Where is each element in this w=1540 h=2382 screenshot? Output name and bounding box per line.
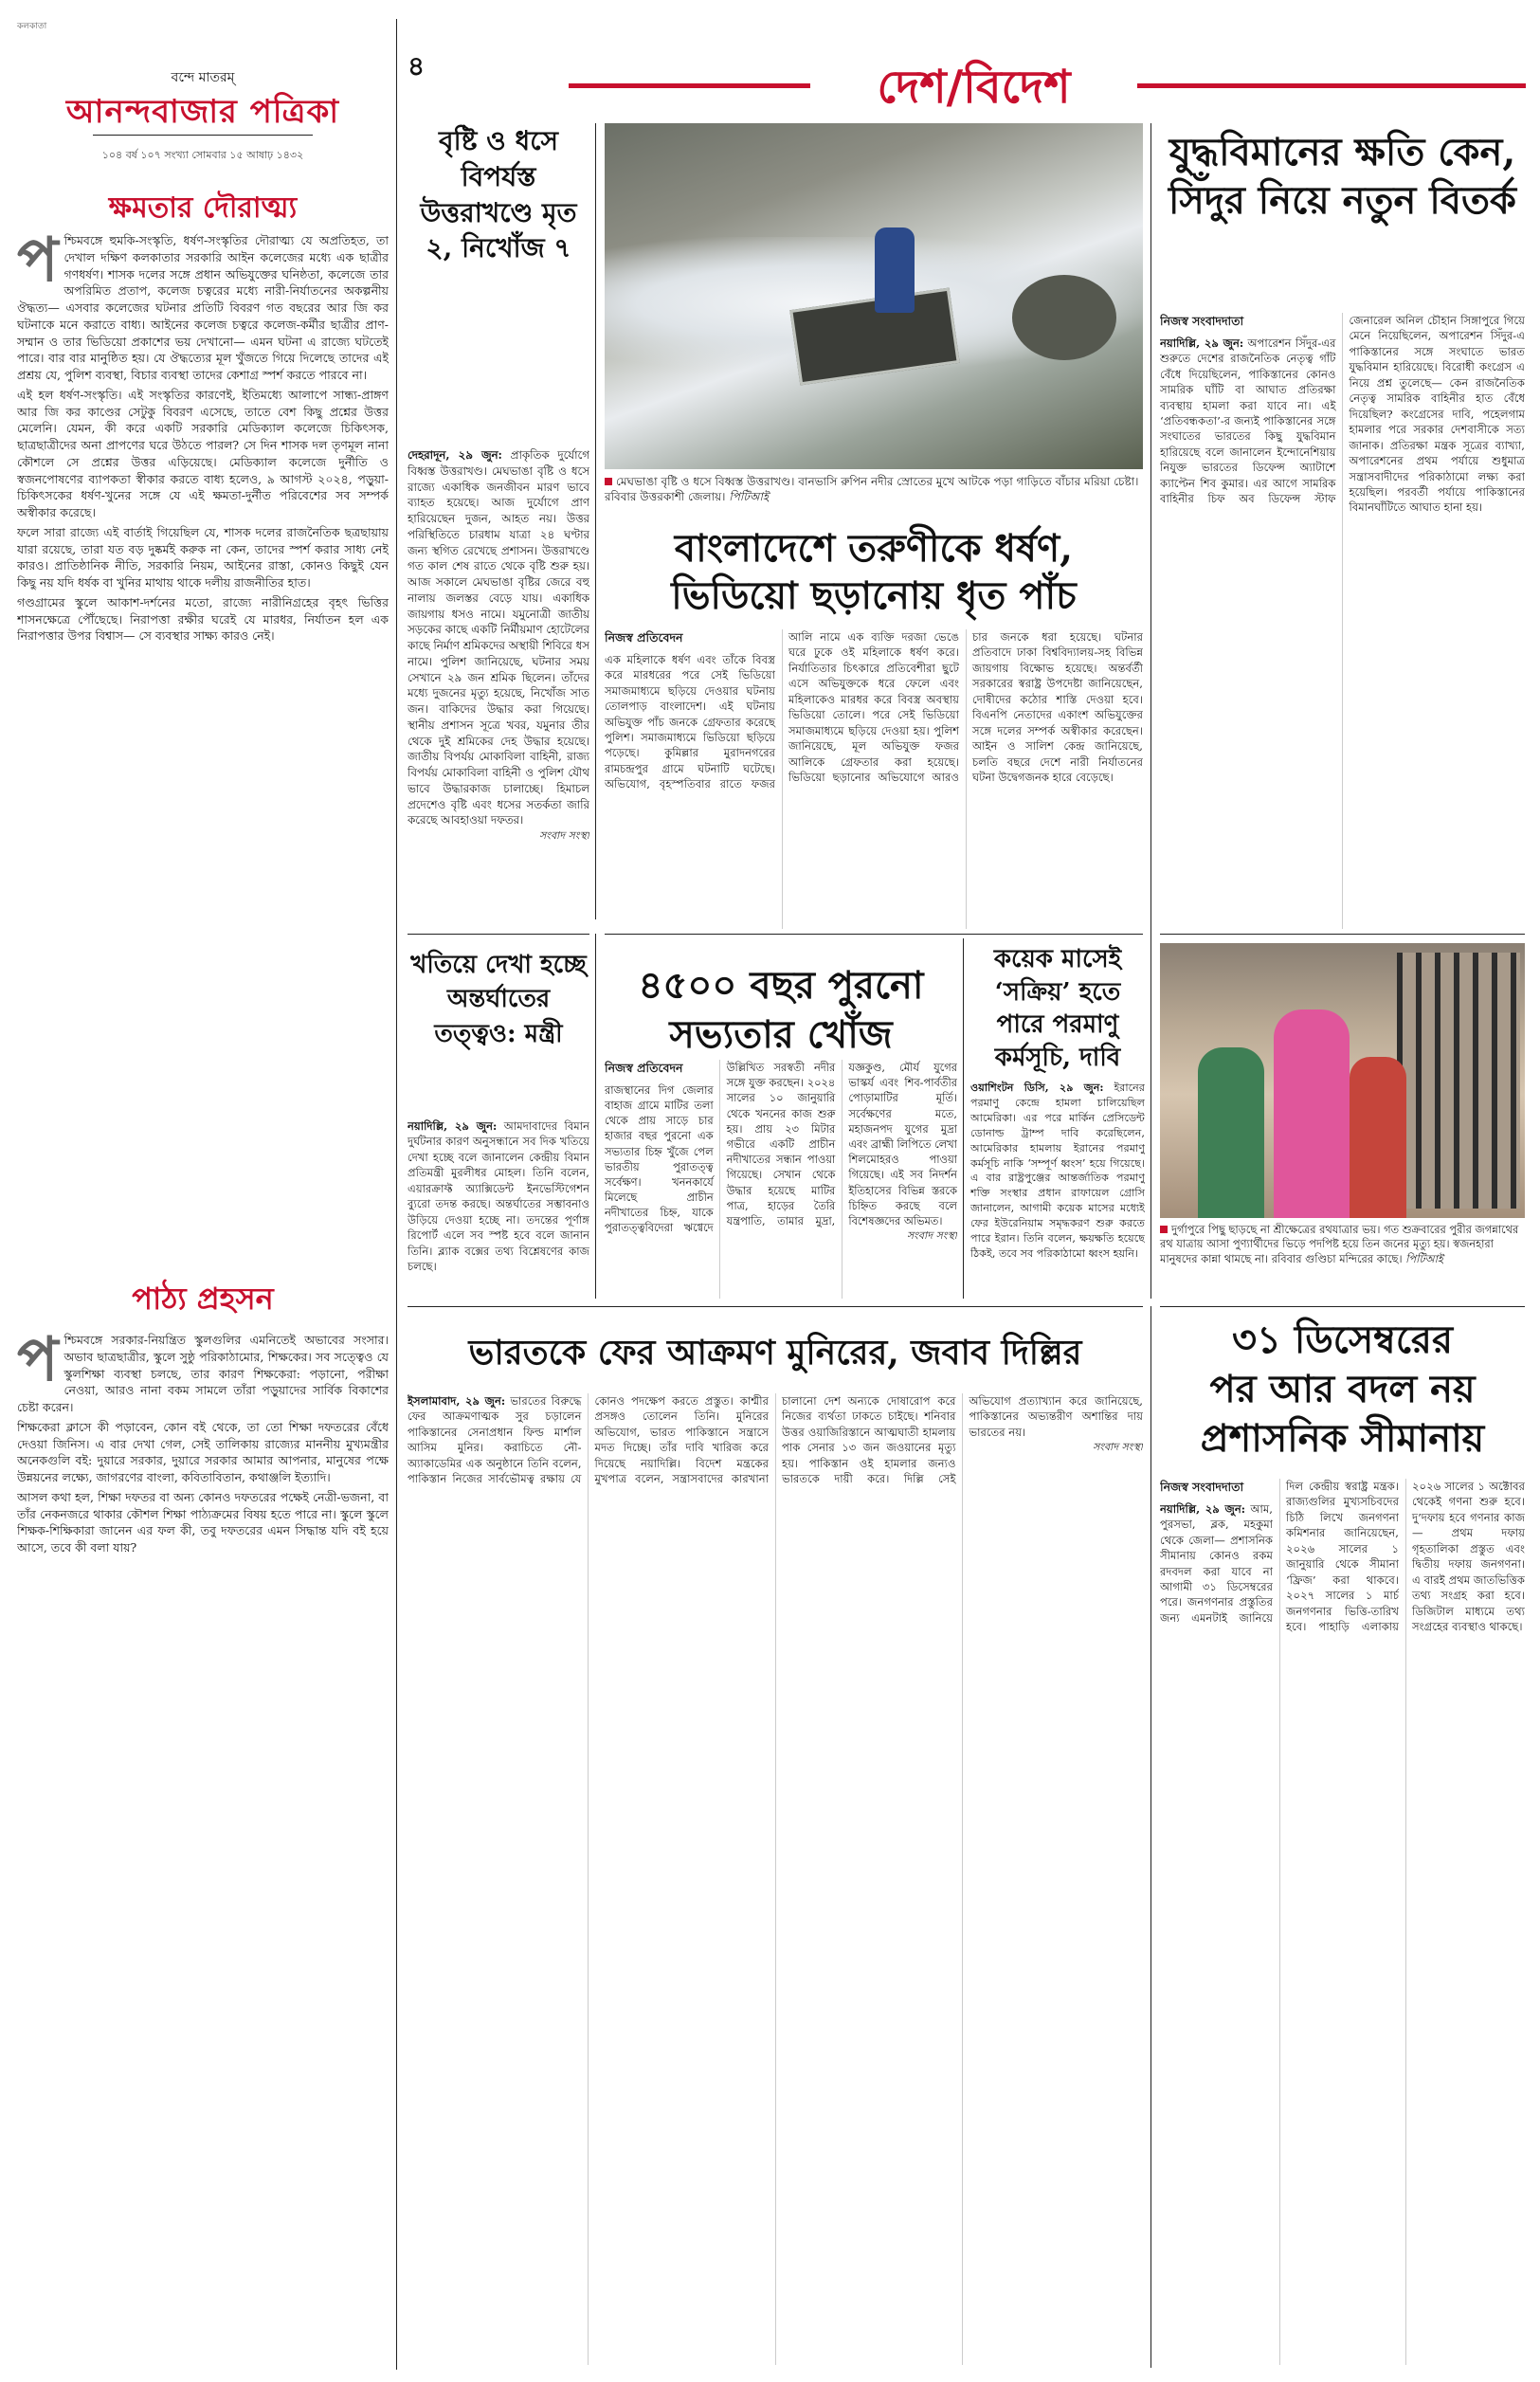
flood-photo bbox=[605, 123, 1143, 469]
minister-headline: খতিয়ে দেখা হচ্ছে অন্তর্ঘাতের তত্ত্বও: মন্ত্রী bbox=[410, 951, 587, 1048]
civilization-text: রাজস্থানের দিগ জেলার বাহাজ গ্রামে মাটির তলা থেকে প্রায় সাড়ে চার হাজার বছর পুরনো এক সভ্যতার চিহ্ন খুঁজে পেল ভারতীয় পুরাতত্ত্ব সর্বেক্ষণ। খননকার্যে মিলেছে প্রাচীন নদীখাতের চিহ্ন, যাকে পুরাতত্ত্ববিদেরা ঋগ্বেদে উল্লিখিত সরস্বতী নদীর সঙ্গে যুক্ত করছেন। ২০২৪ সালের ১০ জানুয়ারি থেকে খননের কাজ শুরু হয়। প্রায় ২৩ মিটার গভীরে একটি প্রাচীন নদীখাতের সন্ধান পাওয়া গিয়েছে। সেখান থেকে উদ্ধার হয়েছে মাটির পাত্র, হাড়ের তৈরি যন্ত্রপাতি, তামার মুদ্রা, যজ্ঞকুণ্ড, মৌর্য যুগের ভাস্কর্য এবং শিব-পার্বতীর পোড়ামাটির মূর্তি। সর্বেক্ষণের মতে, মহাজনপদ যুগের মুদ্রা এবং ব্রাহ্মী লিপিতে লেখা শিলমোহরও পাওয়া গিয়েছে। এই সব নিদর্শন ইতিহাসের বিভিন্ন স্তরকে চিহ্নিত করছে বলে বিশেষজ্ঞদের অভিমত। bbox=[605, 1061, 957, 1235]
editorial-1-paragraph: গণ্ডগ্রামের স্কুলে আকাশ-দর্শনের মতো, রাজ্যে নারীনিগ্রহের বৃহৎ ভিত্তির শাসনক্ষেত্রে পৌঁছেছে। নিরাপত্তা রক্ষীর ঘরেই যে মারধর, নির্যাতন হল এক নিরাপত্তার উপর বিশ্বাস— সে ব্যবস্থার সাক্ষ্য কারও নেই। bbox=[17, 594, 389, 644]
nuclear-headline-4: কর্মসূচি, দাবি bbox=[994, 1043, 1121, 1072]
flood-headline: বৃষ্টি ও ধসে বিপর্যস্ত উত্তরাখণ্ডে মৃত ২, নিখোঁজ ৭ bbox=[420, 125, 577, 264]
left-column bbox=[17, 19, 389, 2370]
minister-text: আমদাবাদের বিমান দুর্ঘটনার কারণ অনুসন্ধানে সব দিক খতিয়ে দেখা হচ্ছে বলে জানালেন কেন্দ্রীয় বিমান প্রতিমন্ত্রী মুরলীধর মোহল। তিনি বলেন, এয়ারক্রাফ্ট অ্যাক্সিডেন্ট ইনভেস্টিগেশন ব্যুরো তদন্ত করছে। অন্তর্ঘাতের সম্ভাবনাও উড়িয়ে দেওয়া হচ্ছে না। তদন্তের পূর্ণাঙ্গ রিপোর্ট এলে সব স্পষ্ট হবে বলে জানান তিনি। ব্ল্যাক বক্সের তথ্য বিশ্লেষণের কাজ চলছে। bbox=[408, 1119, 589, 1274]
nuclear-headline bbox=[970, 943, 1145, 1074]
rock bbox=[1012, 275, 1116, 360]
person-on-vehicle bbox=[875, 227, 915, 313]
temple-caption-text: দুর্গাপুরে পিছু ছাড়ছে না শ্রীক্ষেত্রের রথযাত্রার ভয়। গত শুক্রবারের পুরীর জগন্নাথের রথ যাত্রায় আসা পুণ্যার্থীদের ভিড়ে পদপিষ্ট হয়ে তিন জনের মৃত্যু হয়। স্বজনহারা মানুষদের কান্না থামছে না। রবিবার গুণ্ডিচা মন্দিরের কাছে। bbox=[1160, 1223, 1519, 1265]
bangladesh-body bbox=[605, 629, 1143, 929]
civilization-divider bbox=[963, 938, 964, 1299]
nuclear-text: ইরানের পরমাণু কেন্দ্রে হামলা চালিয়েছিল আমেরিকা। এর পরে মার্কিন প্রেসিডেন্ট ডোনাল্ড ট্রাম্প দাবি করেছিলেন, আমেরিকার হামলায় ইরানের পরমাণু কর্মসূচি নাকি ‘সম্পূর্ণ ধ্বংস’ হয়ে গিয়েছে। এ বার রাষ্ট্রপুঞ্জের আন্তর্জাতিক পরমাণু শক্তি সংস্থার প্রধান রাফায়েল গ্রোসি জানালেন, আগামী কয়েক মাসের মধ্যেই ফের ইউরেনিয়াম সমৃদ্ধকরণ শুরু করতে পারে ইরান। তিনি বলেন, ক্ষয়ক্ষতি হয়েছে ঠিকই, তবে সব পরিকাঠামো ধ্বংস হয়নি। bbox=[970, 1082, 1145, 1260]
masthead-motto: বন্দে মাতরম্ bbox=[171, 70, 235, 85]
editorial-1-dropcap: প bbox=[17, 232, 59, 296]
editorial-1-title: ক্ষমতার দৌরাত্ম্য bbox=[108, 191, 298, 225]
masthead-issue: ১০৪ বর্ষ ১০৭ সংখ্যা সোমবার ১৫ আষাঢ় ১৪৩২ bbox=[101, 149, 304, 161]
caption-marker-icon bbox=[605, 478, 612, 485]
census-body bbox=[1160, 1479, 1525, 2365]
nuclear-headline-3: পারে পরমাণু bbox=[996, 1010, 1119, 1040]
fighter-body bbox=[1160, 313, 1525, 929]
editorial-2-body bbox=[17, 1332, 389, 2365]
caption-marker-icon bbox=[1160, 1226, 1168, 1233]
editorial-1-paragraph: এই হল ধর্ষণ-সংস্কৃতি। এই সংস্কৃতির কারণেই, ইতিমধ্যে আলাপে সান্ধ্য-প্রাঙ্গণ আর জি কর কাণ্ডের সেটুকু বিবরণ এসেছে, তাতে বেশ কিছু প্রশ্নের উত্তর মেলেনি। যেমন, কী করে একটি সরকারি মেডিক্যাল কলেজে চিকিৎসক, ছাত্রছাত্রীদের অনা প্রাপণের ঘরে উঠতে পারল? সে দিন শাসক দল তৃণমূল নানা কৌশলে সে প্রশ্নের উত্তর এড়িয়েছে। মেডিক্যাল কলেজে দুর্নীতি ও স্বজনপোষণের ব্যাপকতা স্বীকার করতে বাধ্য হলেও, ৯ আগস্ট ২০২৪, পড়ুয়া-চিকিৎসকের ধর্ষণ-খুনের সঙ্গে যে এই ক্ষমতা-দুর্নীত পরিবেশের সব সম্পর্ক অস্বীকার করেছে। bbox=[17, 387, 389, 519]
census-dateline: নয়াদিল্লি, ২৯ জুন: bbox=[1160, 1501, 1246, 1516]
bangladesh-headline-1: বাংলাদেশে তরুণীকে ধর্ষণ, bbox=[674, 526, 1074, 571]
census-text: আম, পুরসভা, ব্লক, মহকুমা থেকে জেলা— প্রশাসনিক সীমানায় কোনও রকম রদবদল করা যাবে না আগামী ৩১ ডিসেম্বরের পরে। জনগণনার প্রস্তুতির জন্য এমনটাই জানিয়ে দিল কেন্দ্রীয় স্বরাষ্ট্র মন্ত্রক। রাজ্যগুলির মুখ্যসচিবদের চিঠি লিখে জনগণনা কমিশনার জানিয়েছেন, ২০২৬ সালের ১ জানুয়ারি থেকে সীমানা ‘ফ্রিজ’ করা থাকবে। ২০২৭ সালের ১ মার্চ জনগণনার ভিত্তি-তারিখ হবে। পাহাড়ি এলাকায় ২০২৬ সালের ১ অক্টোবর থেকেই গণনা শুরু হবে। দু’দফায় হবে গণনার কাজ— প্রথম দফায় গৃহতালিকা প্রস্তুত এবং দ্বিতীয় দফায় জনগণনা। এ বারই প্রথম জাতভিত্তিক তথ্য সংগ্রহ করা হবে। ডিজিটাল মাধ্যমে তথ্য সংগ্রহের ব্যবস্থাও থাকছে। bbox=[1160, 1480, 1525, 1634]
civilization-headline-2: সভ্যতার খোঁজ bbox=[669, 1012, 893, 1057]
bangladesh-byline: নিজস্ব প্রতিবেদন bbox=[605, 630, 683, 645]
flood-caption-credit: পিটিআই bbox=[729, 490, 770, 504]
editorial-2-paragraph: আসল কথা হল, শিক্ষা দফতর বা অন্য কোনও দফতরের পক্ষেই নেত্রী-ভজনা, বা তাঁর নেকনজরে থাকার কৌশল শিক্ষা পাঠ্যক্রমের বিষয় হতে পারে না। স্কুলে স্কুলে শিক্ষক-শিক্ষিকারা জানেন এর ফল কী, তবু দফতরের এমন সিদ্ধান্ত যদি বই হয়ে আসে, তবে কী বলা যায়? bbox=[17, 1489, 389, 1555]
munir-text: ভারতের বিরুদ্ধে ফের আক্রমণাত্মক সুর চড়ালেন পাকিস্তানের সেনাপ্রধান ফিল্ড মার্শাল আসিম মুনির। করাচিতে নৌ-অ্যাকাডেমির এক অনুষ্ঠানে তিনি বলেন, পাকিস্তান নিজের সার্বভৌমত্ব রক্ষায় যে কোনও পদক্ষেপ করতে প্রস্তুত। কাশ্মীর প্রসঙ্গও তোলেন তিনি। মুনিরের অভিযোগ, ভারত পাকিস্তানে সন্ত্রাসে মদত দিচ্ছে। তাঁর দাবি খারিজ করে দিয়েছে নয়াদিল্লি। বিদেশ মন্ত্রকের মুখপাত্র বলেন, সন্ত্রাসবাদের কারখানা চালানো দেশ অন্যকে দোষারোপ করে নিজের ব্যর্থতা ঢাকতে চাইছে। শনিবার উত্তর ওয়াজিরিস্তানে আত্মঘাতী হামলায় পাক সেনার ১৩ জন জওয়ানের মৃত্যু হয়। পাকিস্তান ওই হামলার জন্যও ভারতকে দায়ী করে। দিল্লি সেই অভিযোগ প্রত্যাখ্যান করে জানিয়েছে, পাকিস্তানের অভ্যন্তরীণ অশান্তির দায় ভারতের নয়। bbox=[408, 1394, 1143, 1486]
munir-headline: ভারতকে ফের আক্রমণ মুনিরের, জবাব দিল্লির bbox=[468, 1333, 1082, 1373]
temple-photo-caption bbox=[1160, 1223, 1525, 1266]
fighter-dateline: নয়াদিল্লি, ২৯ জুন: bbox=[1160, 336, 1244, 350]
masthead-name: আনন্দবাজার পত্রিকা bbox=[65, 93, 340, 131]
fighter-headline: যুদ্ধবিমানের ক্ষতি কেন, সিঁদুর নিয়ে নতুন বিতর্ক bbox=[1168, 130, 1517, 224]
flood-caption-text: মেঘভাঙা বৃষ্টি ও ধসে বিধ্বস্ত উত্তরাখণ্ড। বানভাসি রুপিন নদীর স্রোতের মুখে আটকে পড়া গাড়িতে বাঁচার মরিয়া চেষ্টা। রবিবার উত্তরকাশী জেলায়। bbox=[605, 475, 1139, 504]
left-column-divider bbox=[396, 19, 397, 2370]
census-headline-1: ৩১ ডিসেম্বরের bbox=[1232, 1318, 1453, 1362]
editorial-2-title: পাঠ্য প্রহসন bbox=[132, 1281, 274, 1317]
nuclear-dateline: ওয়াশিংটন ডিসি, ২৯ জুন: bbox=[970, 1081, 1104, 1094]
minister-top-rule bbox=[408, 934, 589, 935]
page-small-mark: কলকাতা bbox=[17, 22, 47, 31]
masthead-divider bbox=[93, 135, 313, 136]
civilization-top-rule bbox=[605, 934, 1143, 935]
temple-photo bbox=[1160, 943, 1525, 1218]
right-column-divider bbox=[1150, 123, 1151, 1299]
minister-divider bbox=[595, 934, 596, 1299]
mourner-pink bbox=[1274, 1009, 1350, 1218]
bottom-right-divider bbox=[1150, 1306, 1151, 2368]
temple-top-rule bbox=[1160, 934, 1525, 935]
census-top-rule bbox=[1160, 1306, 1525, 1307]
section-title: দেশ/বিদেশ bbox=[810, 59, 1137, 116]
flood-dateline: দেহরাদূন, ২৯ জুন: bbox=[408, 448, 502, 462]
fighter-text: অপারেশন সিঁদুর-এর শুরুতে দেশের রাজনৈতিক নেতৃত্ব গাঁট বেঁধে দিয়েছিলেন, পাকিস্তানের কোনও সামরিক ঘাঁটি বা আঘাত প্রতিরক্ষা ব্যবস্থায় হামলা করা যাবে না। এই ‘প্রতিবন্ধকতা’-র জন্যই পাকিস্তানের সঙ্গে সংঘাতের ভারতের কিছু যুদ্ধবিমান হারিয়েছে বলে জানালেন ইন্দোনেশিয়ায় নিযুক্ত ভারতের ডিফেন্স অ্যাটাশে ক্যাপ্টেন শিব কুমার। এর আগে সামরিক বাহিনীর চিফ অব ডিফেন্স স্টাফ জেনারেল অনিল চৌহান সিঙ্গাপুরে গিয়ে মেনে নিয়েছিলেন, অপারেশন সিঁদুর-এ পাকিস্তানের সঙ্গে সংঘাতে ভারত যুদ্ধবিমান হারিয়েছে। বিরোধী কংগ্রেস এ নিয়ে প্রশ্ন তুলেছে— কেন রাজনৈতিক নেতৃত্ব সামরিক বাহিনীর হাত বেঁধে দিয়েছিল? কংগ্রেসের দাবি, পহেলগাম হামলার পরে সরকার দেশবাসীকে সত্য জানাক। প্রতিরক্ষা মন্ত্রক সূত্রের ব্যাখ্যা, অপারেশনের প্রথম পর্যায়ে শুধুমাত্র সন্ত্রাসবাদীদের পরিকাঠামো লক্ষ্য করা হয়েছিল। পরবর্তী পর্যায়ে পাকিস্তানের বিমানঘাঁটিতে আঘাত হানা হয়। bbox=[1160, 314, 1525, 515]
mourner-green bbox=[1198, 1047, 1264, 1218]
minister-dateline: নয়াদিল্লি, ২৯ জুন: bbox=[408, 1119, 498, 1133]
fighter-byline: নিজস্ব সংবাদদাতা bbox=[1160, 314, 1244, 328]
munir-agency: সংবাদ সংস্থা bbox=[1092, 1441, 1143, 1454]
flood-photo-caption bbox=[605, 474, 1143, 504]
flood-text: প্রাকৃতিক দুর্যোগে বিধ্বস্ত উত্তরাখণ্ড। মেঘভাঙা বৃষ্টি ও ধসে রাজ্যে একাধিক জনজীবন মারণ ভাবে ব্যাহত হয়েছে। আজ দুর্যোগে প্রাণ হারিয়েছেন দুজন, আহত নয়। উত্তর পরিস্থিতিতে চারধাম যাত্রা ২৪ ঘণ্টার জন্য স্থগিত রেখেছে প্রশাসন। উত্তরাখণ্ডে গত কাল শেষ রাতে থেকে বৃষ্টি শুরু হয়। আজ সকালে মেঘভাঙা বৃষ্টির জেরে বহু নালায় জলস্তর বেড়ে যায়। একাধিক জায়গায় ধসও নামে। যমুনোত্রী জাতীয় সড়কের কাছে একটি নির্মীয়মাণ হোটেলের কাছে নির্মাণ শ্রমিকদের অস্থায়ী শিবিরে ধস নামে। পুলিশ জানিয়েছে, ঘটনার সময় সেখানে ২৯ জন শ্রমিক ছিলেন। তাঁদের মধ্যে দুজনের মৃত্যু হয়েছে, নিখোঁজ সাত জন। বাকিদের উদ্ধার করা গিয়েছে। স্থানীয় প্রশাসন সূত্রে খবর, যমুনার তীর থেকে দুই শ্রমিকের দেহ উদ্ধার হয়েছে। জাতীয় বিপর্যয় মোকাবিলা বাহিনী, রাজ্য বিপর্যয় মোকাবিলা বাহিনী ও পুলিশ যৌথ ভাবে উদ্ধারকাজ চালাচ্ছে। হিমাচল প্রদেশেও বৃষ্টি এবং ধসের সতর্কতা জারি করেছে আবহাওয়া দফতর। bbox=[408, 448, 589, 827]
census-headline-3: প্রশাসনিক সীমানায় bbox=[1200, 1416, 1485, 1461]
flood-divider bbox=[595, 123, 596, 919]
census-byline: নিজস্ব সংবাদদাতা bbox=[1160, 1480, 1244, 1494]
page-number: ৪ bbox=[408, 50, 426, 82]
bangladesh-text: এক মহিলাকে ধর্ষণ এবং তাঁকে বিবস্ত্র করে মারধরের পরে সেই ভিডিয়ো সমাজমাধ্যমে ছড়িয়ে দেওয়ার ঘটনায় তোলপাড় বাংলাদেশ। এই ঘটনায় অভিযুক্ত পাঁচ জনকে গ্রেফতার করেছে পুলিশ। সমাজমাধ্যমে ভিডিয়ো ছড়িয়ে পড়েছে। কুমিল্লার মুরাদনগরের রামচন্দ্রপুর গ্রামে ঘটনাটি ঘটেছে। অভিযোগ, বৃহস্পতিবার রাতে ফজর আলি নামে এক ব্যক্তি দরজা ভেঙে ঘরে ঢুকে ওই মহিলাকে ধর্ষণ করে। নির্যাতিতার চিৎকারে প্রতিবেশীরা ছুটে এসে অভিযুক্তকে ধরে ফেলে এবং মহিলাকেও মারধর করে বিবস্ত্র অবস্থায় ভিডিয়ো তোলে। পরে সেই ভিডিয়ো সমাজমাধ্যমে ছড়িয়ে দেওয়া হয়। পুলিশ জানিয়েছে, মূল অভিযুক্ত ফজর আলিকে গ্রেফতার করা হয়েছে। ভিডিয়ো ছড়ানোর অভিযোগে আরও চার জনকে ধরা হয়েছে। ঘটনার প্রতিবাদে ঢাকা বিশ্ববিদ্যালয়-সহ বিভিন্ন জায়গায় বিক্ষোভ হয়েছে। অন্তর্বর্তী সরকারের স্বরাষ্ট্র উপদেষ্টা জানিয়েছেন, দোষীদের কঠোর শাস্তি দেওয়া হবে। বিএনপি নেতাদের একাংশ অভিযুক্তের সঙ্গে দলের সম্পর্ক অস্বীকার করেছেন। আইন ও সালিশ কেন্দ্র জানিয়েছে, চলতি বছরে দেশে নারী নির্যাতনের ঘটনা উদ্বেগজনক হারে বেড়েছে। bbox=[605, 630, 1143, 791]
flood-body bbox=[408, 447, 589, 919]
mourner-red bbox=[1350, 1057, 1406, 1218]
civilization-byline: নিজস্ব প্রতিবেদন bbox=[605, 1061, 683, 1075]
bangladesh-headline-2: ভিডিয়ো ছড়ানোয় ধৃত পাঁচ bbox=[671, 573, 1077, 618]
editorial-1-paragraph: ফলে সারা রাজ্যে এই বার্তাই গিয়েছিল যে, শাসক দলের রাজনৈতিক ছত্রছায়ায় যারা রয়েছে, তারা যত বড় দুষ্কর্মই করুক না কেন, তাদের স্পর্শ করার সাধ্য নেই কারও। প্রাতিষ্ঠানিক নীতি, সরকারি নিয়ম, আইনের রাস্তা, কোনও কিছুই যেন কিছু নয় যদি ধর্ষক বা খুনির মাথায় থাকে দলীয় রাজনীতির হাত। bbox=[17, 524, 389, 590]
editorial-2-paragraph: শিক্ষকেরা ক্লাসে কী পড়াবেন, কোন বই থেকে, তা তো শিক্ষা দফতরের বেঁধে দেওয়া জিনিস। এ বার দেখা গেল, সেই তালিকায় রাজ্যের মাননীয় মুখ্যমন্ত্রীর অনেকগুলি বই: দুয়ারে সরকার, দুয়ারে সরকার আমার আপনার, মানুষের পক্ষে উন্নয়নের লক্ষ্যে, জাগরণের বাংলা, কবিতাবিতান, কথাঞ্জলি ইত্যাদি। bbox=[17, 1419, 389, 1484]
munir-body bbox=[408, 1393, 1143, 2365]
munir-top-rule bbox=[408, 1306, 1143, 1307]
minister-body bbox=[408, 1118, 589, 1299]
temple-gate bbox=[1397, 953, 1520, 1209]
nuclear-headline-1: কয়েক মাসেই bbox=[993, 945, 1122, 973]
editorial-1-paragraph: শ্চিমবঙ্গে হুমকি-সংস্কৃতি, ধর্ষণ-সংস্কৃতির দৌরাত্ম্য যে অপ্রতিহত, তা দেখাল দক্ষিণ কলকাতার সরকারি আইন কলেজের মধ্যে এক ছাত্রীর গণধর্ষণ। শাসক দলের সঙ্গে প্রধান অভিযুক্তের ঘনিষ্ঠতা, কলেজে তার অপরিমিত প্রতাপ, কলেজ চত্বরের মধ্যে নারী-নির্যাতনের অকল্পনীয় ঔদ্ধত্য— এসবার কলেজের ঘটনার প্রতিটি বিবরণ গত বছরের আর জি কর ঘটনাকে মনে করাতে বাধ্য। আইনের কলেজ চত্বরে কলেজ-কর্মীর ছাত্রীর প্রাণ-সম্মান ও তার ভিডিয়ো প্রকাশের ভয় দেখানো— এমন ঘটনা এ রাজ্যে ঘটতেই পারে। বার বার মানুষ্ঠিত হয়। যে ঔদ্ধত্যের মূল খুঁজতে গিয়ে দিলেছে তাদের এই প্রশ্রয় যে, পুলিশ ব্যবস্থা, বিচার ব্যবস্থা তাদের কেশাগ্র স্পর্শ করতে পারবে না। bbox=[17, 233, 389, 382]
civilization-headline-1: ৪৫০০ বছর পুরনো bbox=[638, 963, 924, 1008]
editorial-2-dropcap: প bbox=[17, 1332, 59, 1395]
flood-agency: সংবাদ সংস্থা bbox=[538, 829, 589, 842]
editorial-2-paragraph: শ্চিমবঙ্গে সরকার-নিয়ন্ত্রিত স্কুলগুলির এমনিতেই অভাবের সংসার। অভাব ছাত্রছাত্রীর, স্কুলে সুষ্ঠু পরিকাঠামোর, শিক্ষকের। সব সত্ত্বেও যে স্কুলশিক্ষা ব্যবস্থা চলছে, তার কারণ শিক্ষকেরা: পড়ানো, পরীক্ষা নেওয়া, আরও নানা বকম সামলে তাঁরা পড়ুয়াদের সার্বিক বিকাশের চেষ্টা করেন। bbox=[17, 1333, 389, 1414]
nuclear-headline-2: ‘সক্রিয়’ হতে bbox=[994, 977, 1121, 1007]
civilization-body bbox=[605, 1060, 957, 1299]
census-headline-2: পর আর বদল নয় bbox=[1209, 1367, 1476, 1411]
civilization-agency: সংবাদ সংস্থা bbox=[906, 1229, 957, 1243]
munir-dateline: ইসলামাবাদ, ২৯ জুন: bbox=[408, 1394, 506, 1408]
nuclear-body bbox=[970, 1081, 1145, 1299]
census-headline bbox=[1160, 1316, 1525, 1464]
temple-caption-credit: পিটিআই bbox=[1405, 1251, 1443, 1265]
editorial-1-body bbox=[17, 232, 389, 1237]
